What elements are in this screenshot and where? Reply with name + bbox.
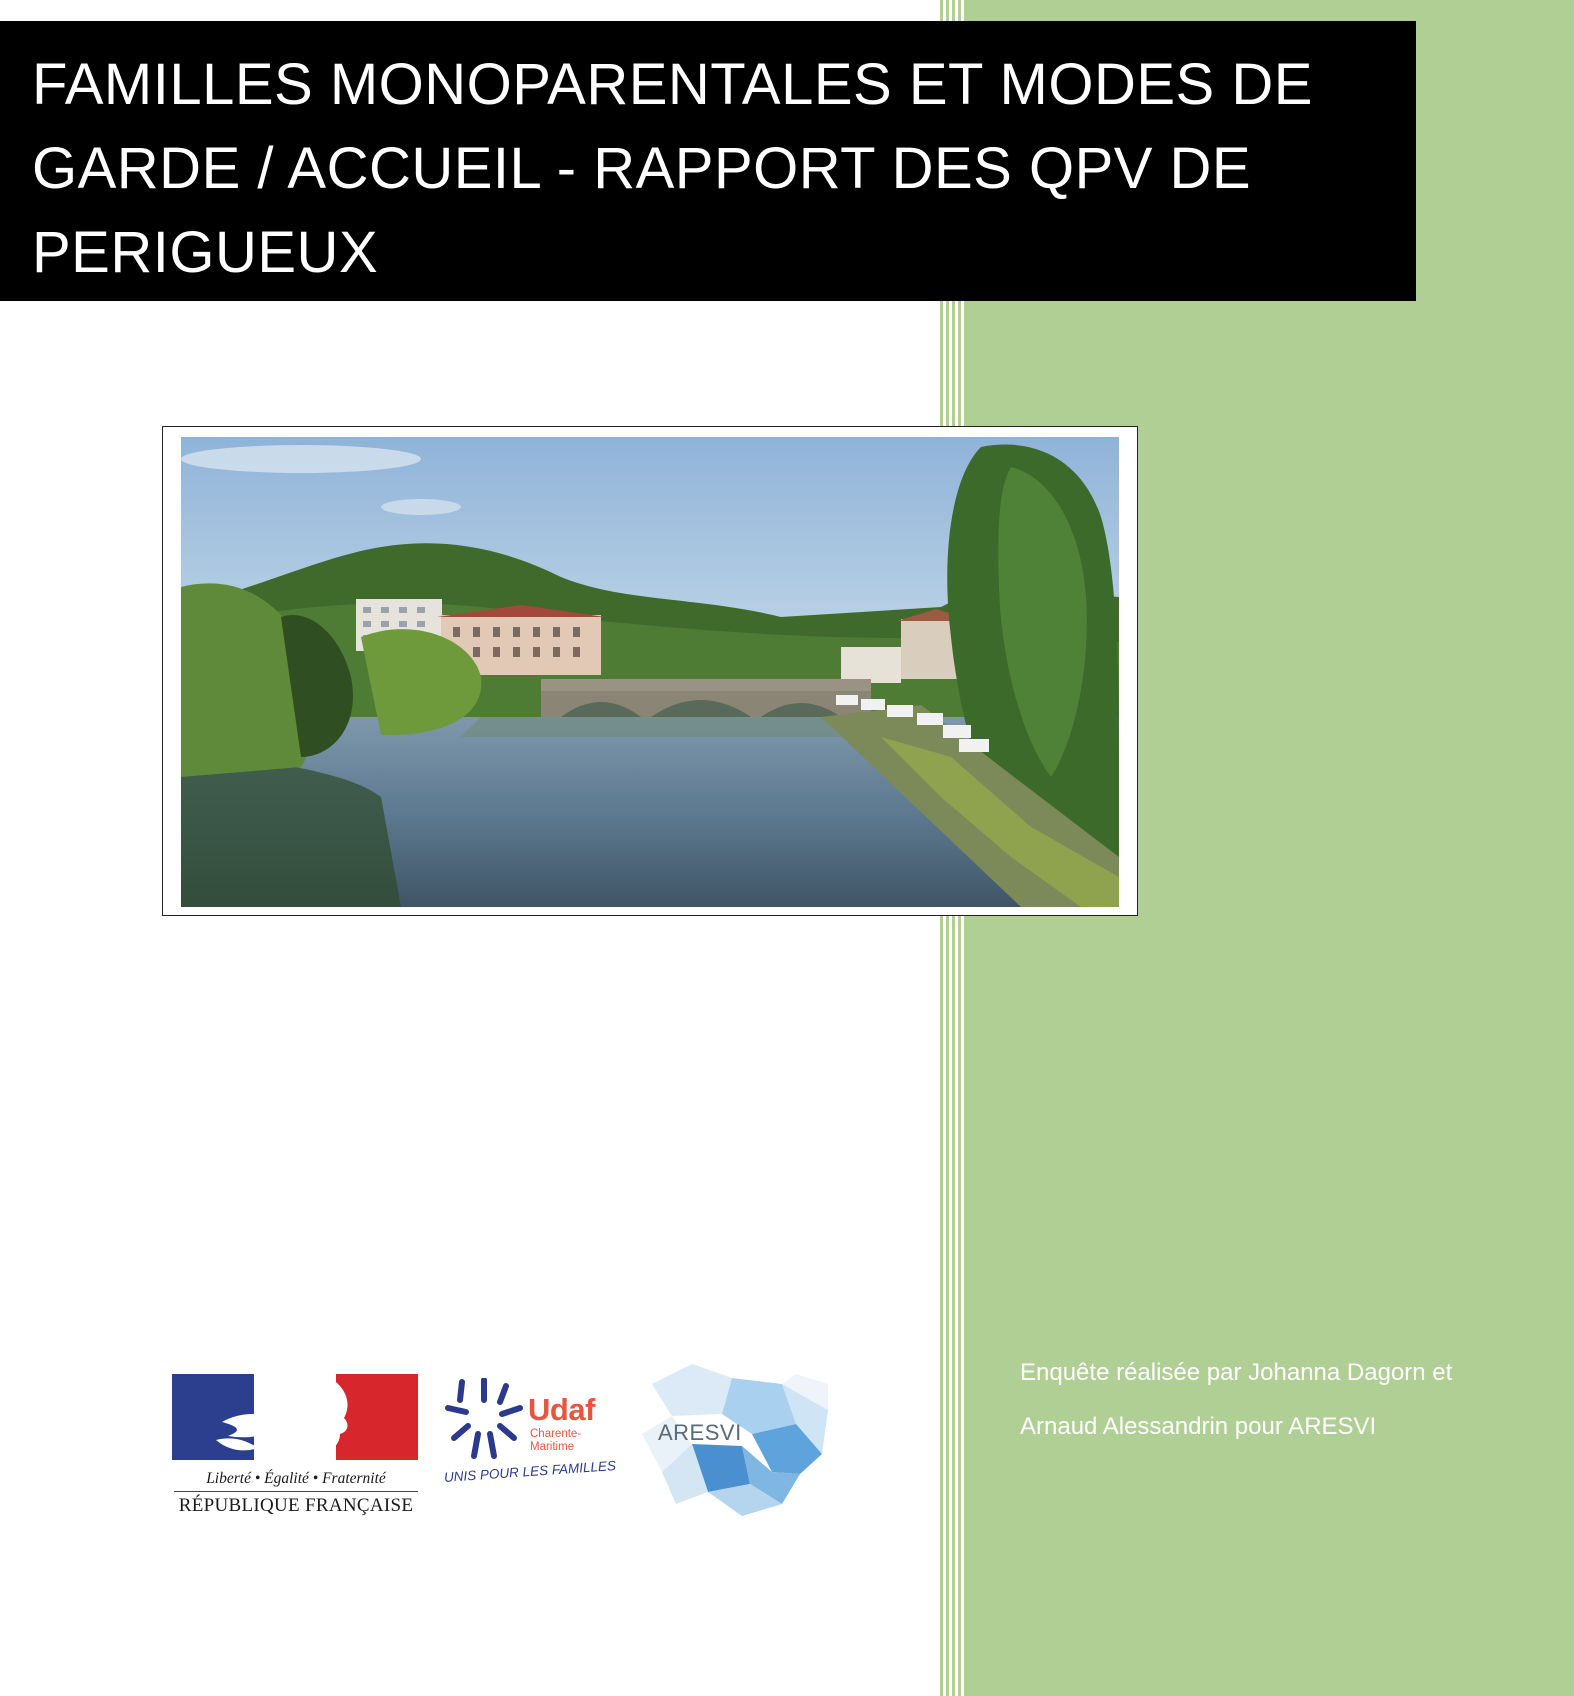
- aresvi-name: ARESVI: [658, 1420, 742, 1445]
- credits-line-2: Arnaud Alessandrin pour ARESVI: [1020, 1413, 1377, 1440]
- republique-name: RÉPUBLIQUE FRANÇAISE: [178, 1495, 414, 1516]
- udaf-slogan: UNIS POUR LES FAMILLES: [443, 1457, 617, 1485]
- udaf-subtitle-line-2: Maritime: [530, 1441, 575, 1453]
- republique-motto: Liberté • Égalité • Fraternité: [206, 1470, 386, 1487]
- credits-line-1: Enquête réalisée par Johanna Dagorn et: [1020, 1359, 1453, 1386]
- republique-divider: [174, 1491, 418, 1492]
- udaf-subtitle-line-1: Charente-: [530, 1428, 582, 1440]
- title-banner: [0, 21, 1416, 301]
- udaf-name: Udaf: [528, 1392, 595, 1427]
- credits-text: [1020, 1346, 1540, 1454]
- river-bridge-photo: [181, 437, 1119, 907]
- aresvi-logo: [632, 1354, 832, 1520]
- title-line-1: FAMILLES MONOPARENTALES ET MODES DE: [32, 52, 1313, 117]
- udaf-logo: [443, 1378, 617, 1498]
- title-line-3: PERIGUEUX: [32, 220, 379, 285]
- udaf-subtitle: [530, 1428, 581, 1454]
- marianne-flag-icon: [172, 1374, 418, 1460]
- title-line-2: GARDE / ACCUEIL - RAPPORT DES QPV DE: [32, 136, 1252, 201]
- report-title: [32, 43, 1376, 295]
- photo-frame: [162, 426, 1138, 916]
- udaf-figures-icon: [444, 1378, 524, 1464]
- republique-francaise-logo: [172, 1374, 420, 1524]
